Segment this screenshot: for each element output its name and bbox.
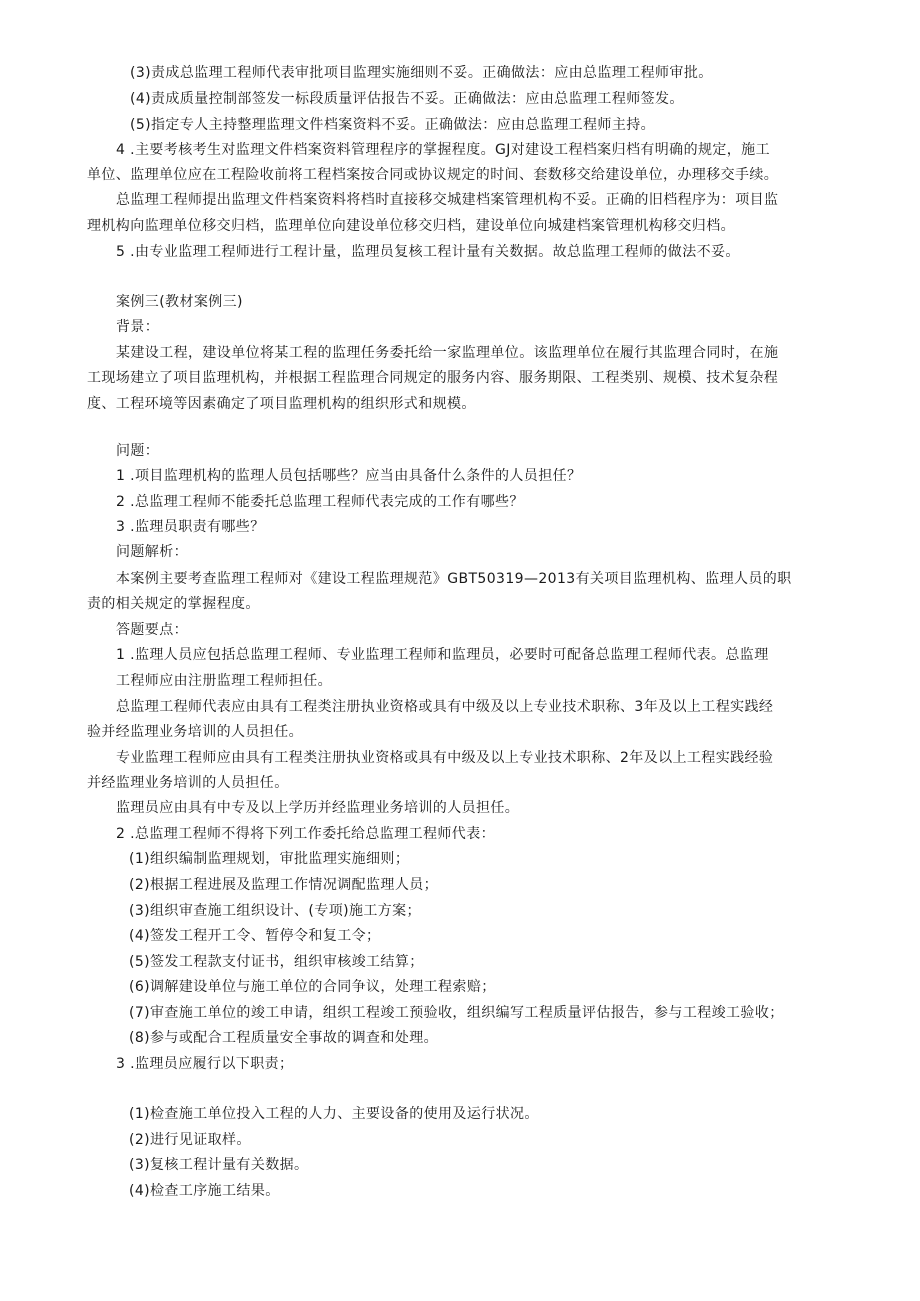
text-line: 单位、监理单位应在工程险收前将工程档案按合同或协议规定的时间、套数移交给建设单位，办理移交手续。 [87, 167, 779, 183]
text-line: 工程师应由注册监理工程师担任。 [116, 673, 332, 689]
text-line: 2 .总监理工程师不得将下列工作委托给总监理工程师代表： [116, 826, 496, 842]
list-item: (1)组织编制监理规划，审批监理实施细则； [129, 851, 410, 867]
text-line: 背景： [116, 319, 160, 335]
text-line: 3 .监理员应履行以下职责； [116, 1056, 294, 1072]
text-line: 答题要点： [116, 622, 188, 638]
text-line: (5)指定专人主持整理监理文件档案资料不妥。正确做法：应由总监理工程师主持。 [130, 117, 656, 133]
text-line: 责的相关规定的掌握程度。 [87, 596, 260, 612]
list-item: (7)审查施工单位的竣工申请，组织工程竣工预验收，组织编写工程质量评估报告，参与工程竣工验收； [129, 1005, 784, 1021]
list-item: (3)复核工程计量有关数据。 [129, 1157, 309, 1173]
text-line: 问题解析： [116, 544, 188, 560]
text-line: 总监理工程师代表应由具有工程类注册执业资格或具有中级及以上专业技术职称、3年及以上工程实践经 [116, 699, 774, 715]
text-line: 1 .项目监理机构的监理人员包括哪些？应当由具备什么条件的人员担任？ [116, 468, 582, 484]
text-line: 问题： [116, 443, 160, 459]
text-line: 4 .主要考核考生对监理文件档案资料管理程序的掌握程度。GJ对建设工程档案归档有明确的规定，施工 [116, 142, 770, 158]
text-line: (4)责成质量控制部签发一标段质量评估报告不妥。正确做法：应由总监理工程师签发。 [130, 91, 684, 107]
text-line: 某建设工程，建设单位将某工程的监理任务委托给一家监理单位。该监理单位在履行其监理合同时，在施 [116, 345, 779, 361]
text-line: 监理员应由具有中专及以上学历并经监理业务培训的人员担任。 [116, 800, 520, 816]
list-item: (4)签发工程开工令、暂停令和复工令； [129, 928, 381, 944]
list-item: (5)签发工程款支付证书，组织审核竣工结算； [129, 954, 424, 970]
text-line: 5 .由专业监理工程师进行工程计量，监理员复核工程计量有关数据。故总监理工程师的做法不妥。 [116, 244, 740, 260]
list-item: (2)进行见证取样。 [129, 1132, 251, 1148]
text-line: 3 .监理员职责有哪些？ [116, 519, 265, 535]
text-line: 专业监理工程师应由具有工程类注册执业资格或具有中级及以上专业技术职称、2年及以上工程实践经验 [116, 750, 774, 766]
list-item: (2)根据工程进展及监理工作情况调配监理人员； [129, 877, 439, 893]
text-line: (3)责成总监理工程师代表审批项目监理实施细则不妥。正确做法：应由总监理工程师审批。 [130, 65, 713, 81]
list-item: (4)检查工序施工结果。 [129, 1183, 280, 1199]
section-heading: 案例三(教材案例三) [116, 294, 243, 310]
list-item: (8)参与或配合工程质量安全事故的调查和处理。 [129, 1030, 439, 1046]
text-line: 2 .总监理工程师不能委托总监理工程师代表完成的工作有哪些？ [116, 494, 524, 510]
text-line: 工现场建立了项目监理机构，并根据工程监理合同规定的服务内容、服务期限、工程类别、规模、技术复杂程 [87, 370, 779, 386]
text-line: 1 .监理人员应包括总监理工程师、专业监理工程师和监理员，必要时可配备总监理工程师代表。总监理 [116, 647, 769, 663]
list-item: (1)检查施工单位投入工程的人力、主要设备的使用及运行状况。 [129, 1106, 539, 1122]
text-line: 本案例主要考查监理工程师对《建设工程监理规范》GBT50319—2013有关项目监理机构、监理人员的职 [116, 571, 792, 587]
list-item: (3)组织审查施工组织设计、(专项)施工方案； [129, 903, 421, 919]
text-line: 并经监理业务培训的人员担任。 [87, 775, 289, 791]
list-item: (6)调解建设单位与施工单位的合同争议，处理工程索赔； [129, 979, 496, 995]
text-line: 总监理工程师提出监理文件档案资料将档时直接移交城建档案管理机构不妥。正确的旧档程序为：项目监 [116, 192, 779, 208]
text-line: 理机构向监理单位移交归档，监理单位向建设单位移交归档，建设单位向城建档案管理机构移交归档。 [87, 218, 735, 234]
text-line: 验并经监理业务培训的人员担任。 [87, 724, 303, 740]
text-line: 度、工程环境等因素确定了项目监理机构的组织形式和规模。 [87, 396, 476, 412]
